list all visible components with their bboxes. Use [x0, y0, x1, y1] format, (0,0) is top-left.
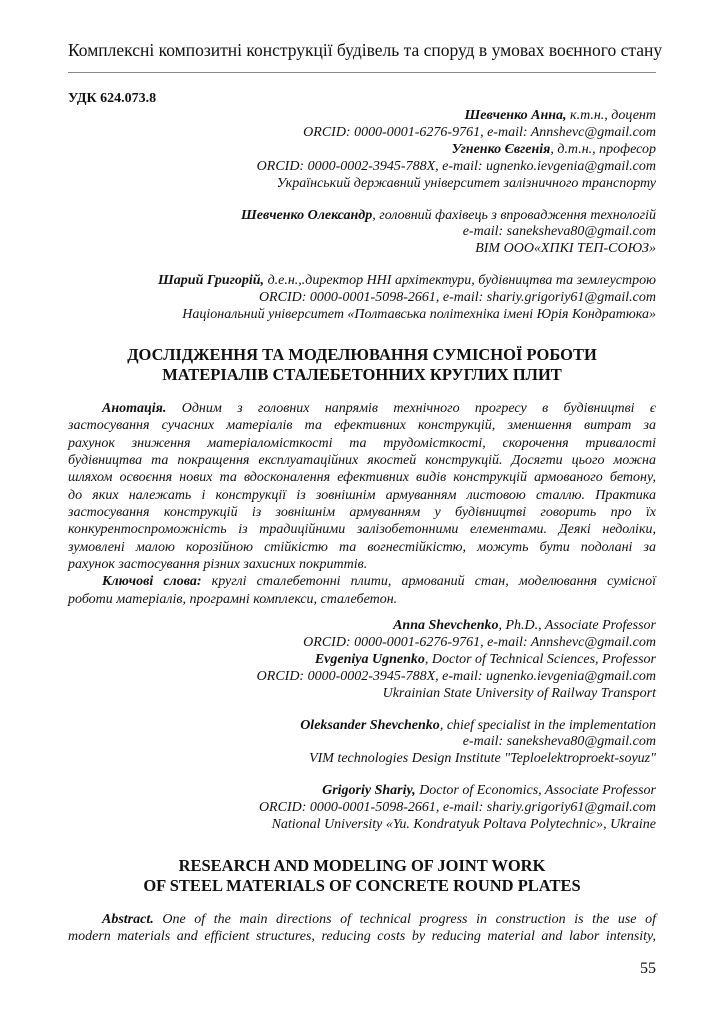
line-text: ORCID: 0000-0001-6276-9761, e-mail: Annshevc@gmail.com	[303, 634, 656, 650]
line-text: , chief specialist in the implementation	[439, 717, 656, 733]
abstract-line	[68, 591, 656, 608]
line-text: застосування конструкцій із зовнішнім армуванням у будівництві говорить про їх	[68, 505, 656, 521]
author-line	[68, 108, 656, 125]
title-en	[68, 856, 656, 895]
author-line	[68, 652, 656, 669]
bold-lead: Шарий Григорій,	[158, 273, 265, 289]
line-text: к.т.н., доцент	[566, 108, 656, 123]
author-line	[68, 241, 656, 258]
page-number: 55	[640, 960, 656, 977]
abstract-line	[68, 417, 656, 434]
line-text: , головний фахівець з впровадження технологій	[372, 207, 656, 223]
abstract-line	[68, 556, 656, 573]
udk-code: УДК 624.073.8	[68, 91, 157, 106]
author-line	[68, 273, 656, 290]
author-line	[68, 618, 656, 635]
line-text: ORCID: 0000-0001-5098-2661, e-mail: shariy.grigoriy61@gmail.com	[258, 290, 656, 306]
line-text: VIM technologies Design Institute "Teploelektroproekt-soyuz"	[309, 751, 656, 767]
line-text: ORCID: 0000-0002-3945-788X, e-mail: ugnenko.ievgenia@gmail.com	[256, 668, 656, 684]
line-text: ORCID: 0000-0001-5098-2661, e-mail: shariy.grigoriy61@gmail.com	[258, 800, 656, 816]
author-line	[68, 142, 656, 159]
title-ua-line: МАТЕРІАЛІВ СТАЛЕБЕТОННИХ КРУГЛИХ ПЛИТ	[162, 364, 562, 384]
line-text: Національний університет «Полтавська політехніка імені Юрія Кондратюка»	[182, 307, 656, 323]
abstract-line	[68, 539, 656, 556]
bold-lead: Угненко Євгенія	[451, 141, 551, 157]
author-line	[68, 307, 656, 324]
line-text: One of the main directions of technical progress in construction is the use of	[153, 912, 656, 927]
line-text: National University «Yu. Kondratyuk Poltava Polytechnic», Ukraine	[271, 817, 656, 833]
line-text: ORCID: 0000-0001-6276-9761, e-mail: Annshevc@gmail.com	[303, 124, 656, 140]
title-en-line: RESEARCH AND MODELING OF JOINT WORK	[178, 856, 546, 875]
abstract-line	[68, 452, 656, 469]
bold-lead: Abstract.	[102, 912, 154, 927]
author-line	[68, 817, 656, 834]
abstract-line	[68, 487, 656, 504]
line-text: до яких належать і конструкції із зовнішнім армуванням листовою сталлю. Практика	[68, 487, 656, 503]
line-text: зумовлені малою корозійною стійкістю та вогнестійкістю, можуть бути подолані за	[68, 539, 656, 555]
line-text: рахунок застосування різних захисних покриттів.	[68, 557, 368, 573]
author-line	[68, 290, 656, 307]
bold-lead: Анотація.	[102, 401, 167, 416]
bold-lead: Шевченко Олександр	[240, 207, 373, 223]
abstract-ua	[68, 400, 656, 608]
line-text: ВІМ ООО«ХПКІ ТЕП-СОЮЗ»	[475, 241, 656, 257]
abstract-line	[68, 469, 656, 486]
abstract-en	[68, 911, 656, 946]
author-line	[68, 783, 656, 800]
line-text: Doctor of Economics, Associate Professor	[415, 783, 656, 799]
abstract-line	[68, 521, 656, 538]
line-text: круглі сталебетонні плити, армований стан, моделювання сумісної	[201, 574, 656, 590]
abstract-line	[68, 911, 656, 928]
author-line	[68, 686, 656, 703]
bold-lead: Шевченко Анна,	[464, 108, 567, 123]
line-text: e-mail: saneksheva80@gmail.com	[462, 224, 656, 240]
line-text: будівництва та покращення експлуатаційних якостей конструкцій. Досягти цього можна	[68, 453, 656, 469]
line-text: рахунок зниження матеріаломісткості та трудомісткості, скорочення тривалості	[68, 435, 656, 451]
title-ua	[68, 345, 656, 384]
line-text: д.е.н.,.директор ННІ архітектури, будівництва та землеустрою	[264, 273, 656, 289]
line-text: , Doctor of Technical Sciences, Professor	[424, 651, 656, 667]
author-line	[68, 635, 656, 652]
line-text: Ukrainian State University of Railway Transport	[382, 685, 656, 701]
line-text: Одним з головних напрямів технічного прогресу в будівництві є	[166, 401, 656, 416]
title-ua-line: ДОСЛІДЖЕННЯ ТА МОДЕЛЮВАННЯ СУМІСНОЇ РОБОТИ	[127, 345, 597, 364]
author-line	[68, 800, 656, 817]
bold-lead: Evgeniya Ugnenko	[314, 651, 425, 667]
abstract-line	[68, 435, 656, 452]
author-line	[68, 718, 656, 735]
author-line	[68, 176, 656, 193]
abstract-line	[68, 573, 656, 590]
author-line	[68, 159, 656, 176]
title-en-line: OF STEEL MATERIALS OF CONCRETE ROUND PLATES	[143, 875, 581, 895]
author-line	[68, 224, 656, 241]
line-text: конкурентоспроможність із традиційними залізобетонними елементами. Деякі недоліки,	[68, 522, 656, 538]
author-line	[68, 125, 656, 142]
line-text: шляхом освоєння нових та вдосконалення ефективних видів конструкцій армованого бетону,	[68, 470, 656, 486]
authors-ua	[68, 108, 656, 324]
abstract-line	[68, 928, 656, 945]
abstract-line	[68, 400, 656, 417]
bold-lead: Oleksander Shevchenko	[300, 717, 440, 733]
authors-en	[68, 618, 656, 834]
line-text: modern materials and efficient structures, reducing costs by reducing material and labor intensity,	[68, 929, 656, 945]
header-rule	[68, 72, 656, 73]
running-header: Комплексні композитні конструкції будівель та споруд в умовах воєнного стану	[68, 40, 663, 60]
line-text: Український державний університет залізничного транспорту	[276, 175, 656, 191]
author-line	[68, 751, 656, 768]
line-text: ORCID: 0000-0002-3945-788X, e-mail: ugnenko.ievgenia@gmail.com	[256, 158, 656, 174]
author-line	[68, 734, 656, 751]
line-text: , д.т.н., професор	[550, 141, 656, 157]
bold-lead: Ключові слова:	[102, 574, 202, 590]
author-line	[68, 208, 656, 225]
bold-lead: Anna Shevchenko	[393, 618, 499, 633]
line-text: роботи матеріалів, програмні комплекси, сталебетон.	[68, 591, 398, 607]
abstract-line	[68, 504, 656, 521]
bold-lead: Grigoriy Shariy,	[322, 783, 416, 799]
line-text: застосування сучасних матеріалів та ефективних конструкцій, зменшення витрат за	[68, 418, 656, 434]
author-line	[68, 669, 656, 686]
line-text: , Ph.D., Associate Professor	[498, 618, 656, 633]
line-text: e-mail: saneksheva80@gmail.com	[462, 734, 656, 750]
